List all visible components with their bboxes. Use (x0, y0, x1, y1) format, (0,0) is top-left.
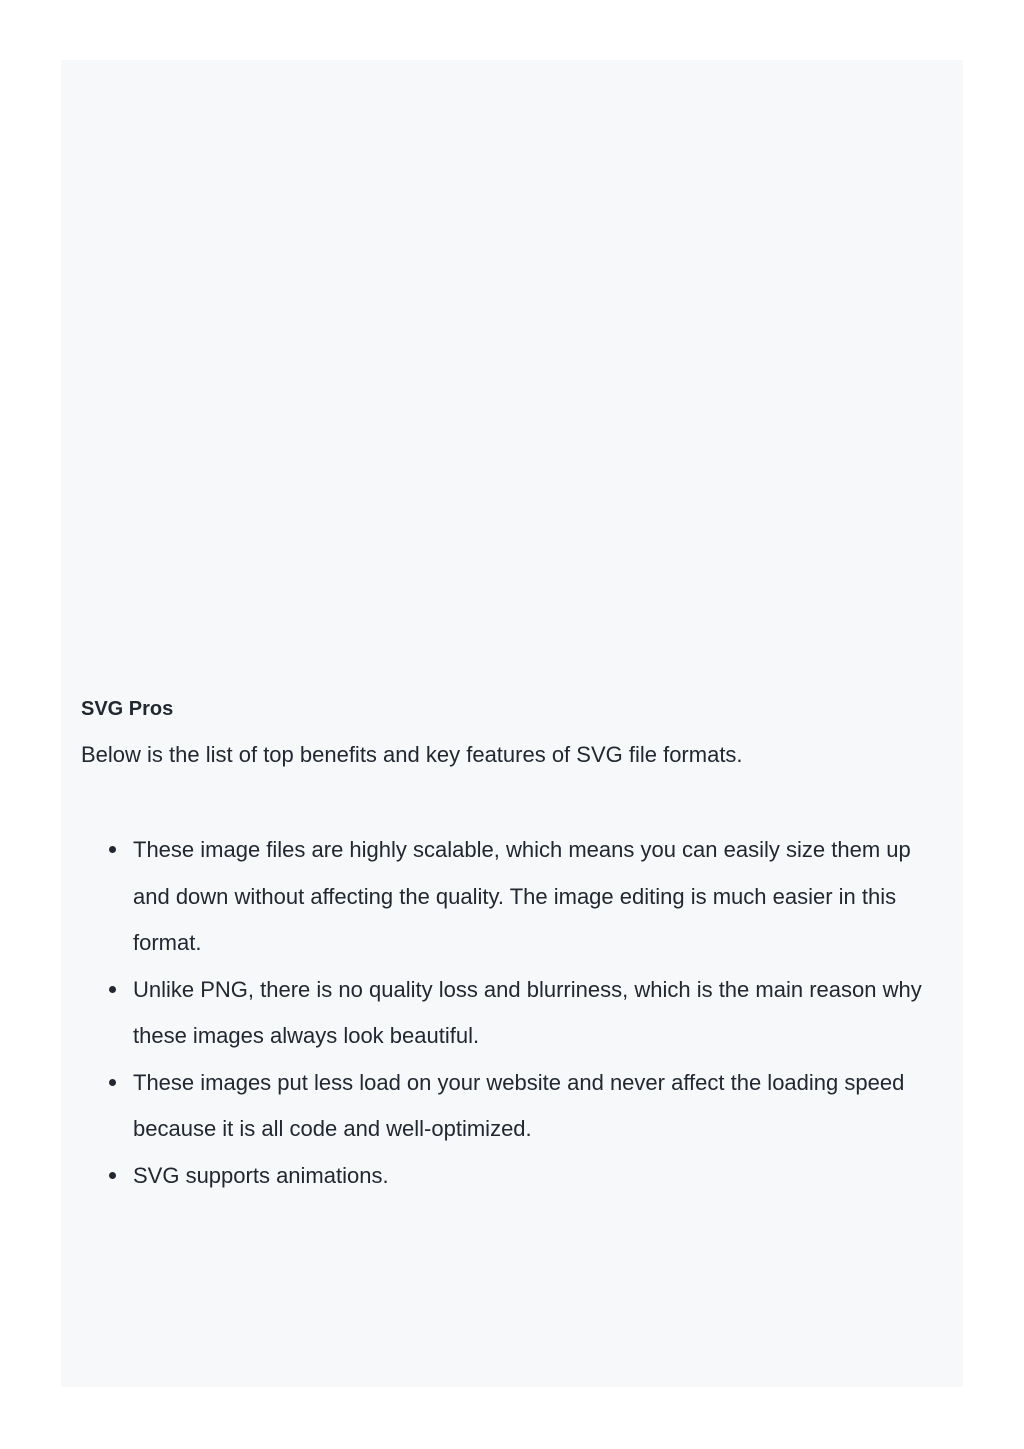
intro-paragraph: Below is the list of top benefits and key features of SVG file formats. (81, 742, 743, 767)
bullet-icon (109, 986, 116, 993)
list-item-text: These image files are highly scalable, which means you can easily size them up and down without affecting the quality. The image editing is much easier in this format. (133, 837, 911, 955)
bullet-icon (109, 1172, 116, 1179)
list-item-text: These images put less load on your website and never affect the loading speed because it is all code and well-optimized. (133, 1069, 905, 1141)
benefits-list (133, 827, 948, 1199)
list-item-text: SVG supports animations. (133, 1162, 389, 1188)
list-item (133, 827, 948, 967)
list-item (133, 967, 948, 1060)
section-heading: SVG Pros (81, 698, 174, 720)
list-item (133, 1153, 948, 1200)
bullet-icon (109, 846, 116, 853)
list-item (133, 1060, 948, 1153)
list-item-text: Unlike PNG, there is no quality loss and blurriness, which is the main reason why these images always look beautiful. (133, 976, 922, 1048)
bullet-icon (109, 1079, 116, 1086)
